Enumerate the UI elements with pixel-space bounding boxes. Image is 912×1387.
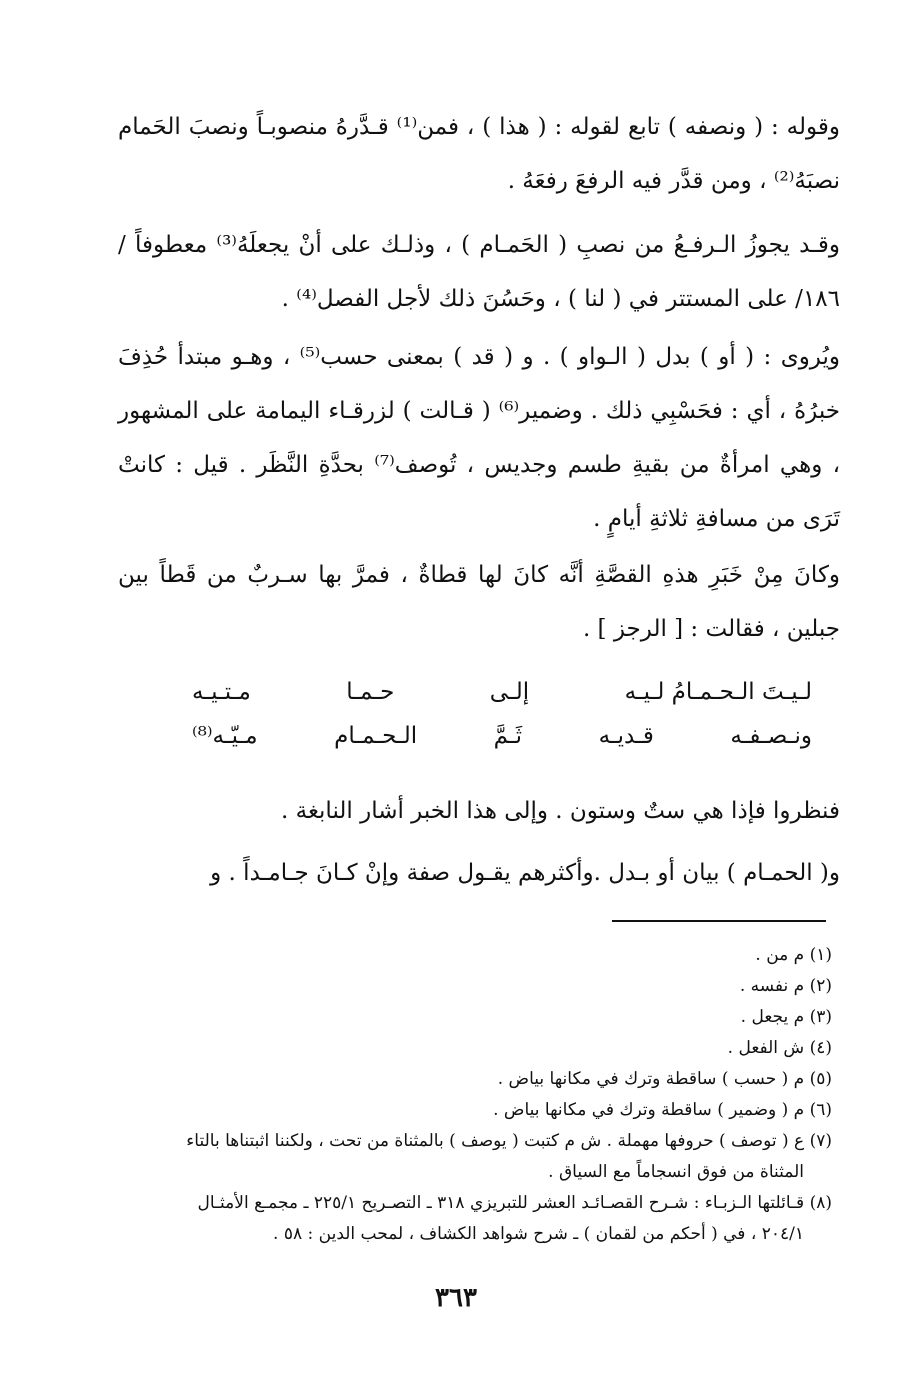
verse-1-word-2: إلـى [489, 679, 530, 705]
paragraph-6: فنظروا فإذا هي ستٌ وستون . وإلى هذا الخبر أشار النابغة . [280, 798, 840, 824]
verse-2-word-3: ثَـمَّ [493, 723, 523, 749]
footnote-6: (٦) م ( وضمير ) ساقطة وترك في مكانها بياض . [493, 1100, 832, 1120]
paragraph-3: ويُروى : ( أو ) بدل ( الـواو ) . و ( قد ) بمعنى حسب⁽⁵⁾ ، وهـو مبتدأ حُذِفَ خبرُهُ ، أي : فحَسْبِي ذلك . وضمير⁽⁶⁾ ( قـالت ) لزرقـاء اليمامة على المشهور ، وهي امرأةٌ من بقيةِ طسم وجديس ، تُوصف⁽⁷⁾ بحدَّةِ النَّظَر . قيل : كانتْ تَرَى من مسافةِ ثلاثةِ أيامٍ . [118, 344, 841, 532]
page-number: ٣٦٣ [435, 1283, 477, 1313]
verse-line-2 [192, 714, 812, 758]
verse-2-word-4: الـحـمـام [334, 723, 418, 749]
paragraph-7: و( الحمـام ) بيان أو بـدل .وأكثرهم يقـول صفة وإنْ كـانَ جـامـداً . و [210, 860, 840, 886]
verse-2-word-1: ونـصـفـه [730, 723, 812, 749]
verse-2-word-2: قـديـه [598, 723, 654, 749]
footnote-4: (٤) ش الفعل . [727, 1038, 832, 1058]
verse-2-word-5: مـيّـه⁽⁸⁾ [192, 723, 258, 749]
footnote-7-continued: المثناة من فوق انسجاماً مع السياق . [548, 1162, 804, 1182]
verse-1-word-3: حـمـا [346, 679, 395, 705]
footnote-5: (٥) م ( حسب ) ساقطة وترك في مكانها بياض . [497, 1069, 832, 1089]
paragraph-1: وقوله : ( ونصفه ) تابع لقوله : ( هذا ) ، فمن⁽¹⁾ قـدَّرهُ منصوبـاً ونصبَ الحَمام نصبَهُ⁽²⁾ ، ومن قدَّر فيه الرفعَ رفعَهُ . [118, 114, 841, 194]
paragraph-2: وقـد يجوزُ الـرفـعُ من نصبِ ( الحَمـام ) ، وذلـك على أنْ يجعلَهُ⁽³⁾ معطوفاً /١٨٦/ على المستتر في ( لنا ) ، وحَسُنَ ذلك لأجل الفصل⁽⁴⁾ . [118, 232, 841, 312]
footnote-8: (٨) قـائلتها الـزبـاء : شـرح القصـائـد العشر للتبريزي ٣١٨ ـ التصـريح ٢٢٥/١ ـ مجمـع الأمثـال [197, 1193, 832, 1213]
footnote-divider [612, 920, 826, 922]
footnote-2: (٢) م نفسه . [739, 976, 832, 996]
verse-line-1 [192, 670, 812, 714]
footnote-3: (٣) م يجعل . [740, 1007, 832, 1027]
footnote-1: (١) م من . [755, 945, 832, 965]
footnote-8-continued: ٢٠٤/١ ، في ( أحكم من لقمان ) ـ شرح شواهد الكشاف ، لمحب الدين : ٥٨ . [273, 1224, 804, 1244]
paragraph-4: وكانَ مِنْ خَبَرِ هذهِ القصَّةِ أنَّه كانَ لها قطاةٌ ، فمرَّ بها سـربٌ من قَطاً بين جبلين ، فقالت : [ الرجز ] . [118, 562, 840, 642]
verse-1-word-1: لـيـتَ الـحـمـامُ لـيـه [624, 679, 812, 705]
footnotes [110, 940, 832, 1250]
footnote-7: (٧) ع ( توصف ) حروفها مهملة . ش م كتبت ( يوصف ) بالمثناة من تحت ، ولكننا اثبتناها بالتاء [186, 1131, 832, 1151]
verse-1-word-4: مـتـيـه [192, 679, 251, 705]
